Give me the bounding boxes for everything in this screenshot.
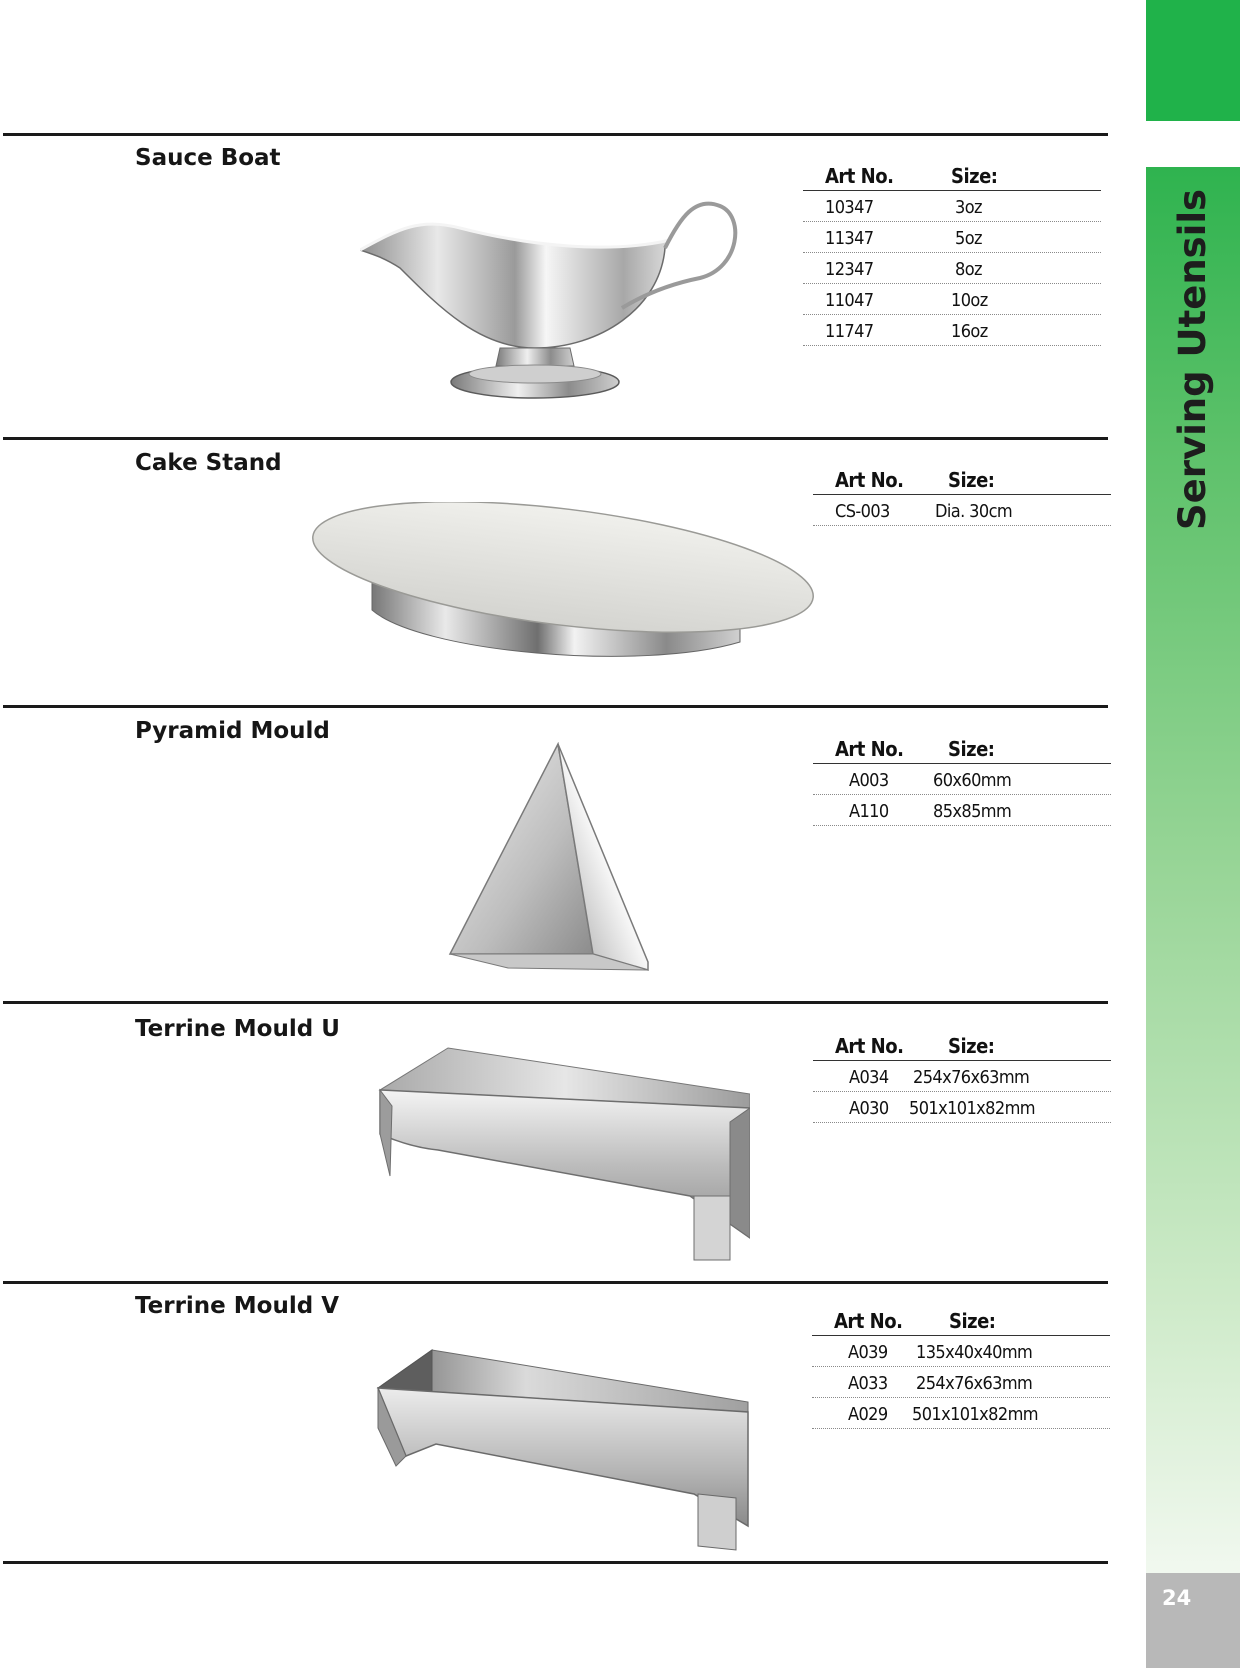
art-no-cell: A030 (849, 1098, 889, 1119)
art-no-header: Art No. (834, 1309, 903, 1333)
section-divider (3, 133, 1108, 136)
size-cell: 5oz (955, 228, 982, 249)
terrine-mould-v-image (376, 1348, 752, 1552)
sauce-boat-image (360, 198, 760, 404)
green-corner-tab (1146, 0, 1240, 121)
page-number: 24 (1162, 1586, 1192, 1610)
size-header: Size: (948, 737, 995, 761)
spec-table-pyramid-mould (813, 735, 1111, 826)
art-no-cell: A029 (848, 1404, 888, 1425)
table-row (803, 253, 1101, 284)
pyramid-mould-image (448, 742, 653, 972)
product-title-cake-stand: Cake Stand (135, 450, 282, 476)
size-cell: 501x101x82mm (909, 1098, 1035, 1119)
product-title-pyramid-mould: Pyramid Mould (135, 718, 330, 744)
size-cell: Dia. 30cm (935, 501, 1013, 522)
art-no-cell: 11047 (825, 290, 874, 311)
spec-header (803, 162, 1101, 191)
table-row (813, 495, 1111, 526)
size-header: Size: (951, 164, 998, 188)
section-divider (3, 705, 1108, 708)
size-cell: 60x60mm (933, 770, 1012, 791)
table-row (813, 1092, 1111, 1123)
section-divider (3, 437, 1108, 440)
spec-header (813, 466, 1111, 495)
size-cell: 254x76x63mm (913, 1067, 1030, 1088)
art-no-cell: A034 (849, 1067, 889, 1088)
section-divider (3, 1001, 1108, 1004)
art-no-cell: A110 (849, 801, 889, 822)
art-no-header: Art No. (835, 737, 904, 761)
spec-table-terrine-mould-v (812, 1307, 1110, 1429)
size-cell: 85x85mm (933, 801, 1012, 822)
size-cell: 501x101x82mm (912, 1404, 1038, 1425)
art-no-cell: A003 (849, 770, 889, 791)
table-row (803, 315, 1101, 346)
art-no-cell: A033 (848, 1373, 888, 1394)
terrine-mould-u-image (378, 1046, 750, 1262)
spec-header (813, 1032, 1111, 1061)
table-row (803, 191, 1101, 222)
size-cell: 10oz (951, 290, 988, 311)
spec-table-cake-stand (813, 466, 1111, 526)
product-title-sauce-boat: Sauce Boat (135, 145, 281, 171)
table-row (813, 1061, 1111, 1092)
art-no-cell: A039 (848, 1342, 888, 1363)
table-row (812, 1367, 1110, 1398)
table-row (812, 1336, 1110, 1367)
size-cell: 3oz (955, 197, 982, 218)
category-title: Serving Utensils (1171, 188, 1214, 530)
art-no-cell: 11347 (825, 228, 874, 249)
cake-stand-image (310, 502, 816, 664)
art-no-cell: 10347 (825, 197, 874, 218)
product-title-terrine-mould-u: Terrine Mould U (135, 1016, 340, 1042)
size-header: Size: (948, 1034, 995, 1058)
art-no-header: Art No. (835, 1034, 904, 1058)
section-divider (3, 1561, 1108, 1564)
table-row (812, 1398, 1110, 1429)
size-cell: 16oz (951, 321, 988, 342)
size-header: Size: (948, 468, 995, 492)
table-row (803, 284, 1101, 315)
art-no-cell: CS-003 (835, 501, 890, 522)
art-no-header: Art No. (835, 468, 904, 492)
spec-table-terrine-mould-u (813, 1032, 1111, 1123)
art-no-header: Art No. (825, 164, 894, 188)
size-cell: 8oz (955, 259, 982, 280)
table-row (803, 222, 1101, 253)
spec-header (812, 1307, 1110, 1336)
table-row (813, 795, 1111, 826)
spec-header (813, 735, 1111, 764)
size-cell: 254x76x63mm (916, 1373, 1033, 1394)
spec-table-sauce-boat (803, 162, 1101, 346)
size-header: Size: (949, 1309, 996, 1333)
section-divider (3, 1281, 1108, 1284)
page-number-box (1146, 1573, 1240, 1668)
art-no-cell: 12347 (825, 259, 874, 280)
size-cell: 135x40x40mm (916, 1342, 1033, 1363)
art-no-cell: 11747 (825, 321, 874, 342)
table-row (813, 764, 1111, 795)
product-title-terrine-mould-v: Terrine Mould V (135, 1293, 340, 1319)
